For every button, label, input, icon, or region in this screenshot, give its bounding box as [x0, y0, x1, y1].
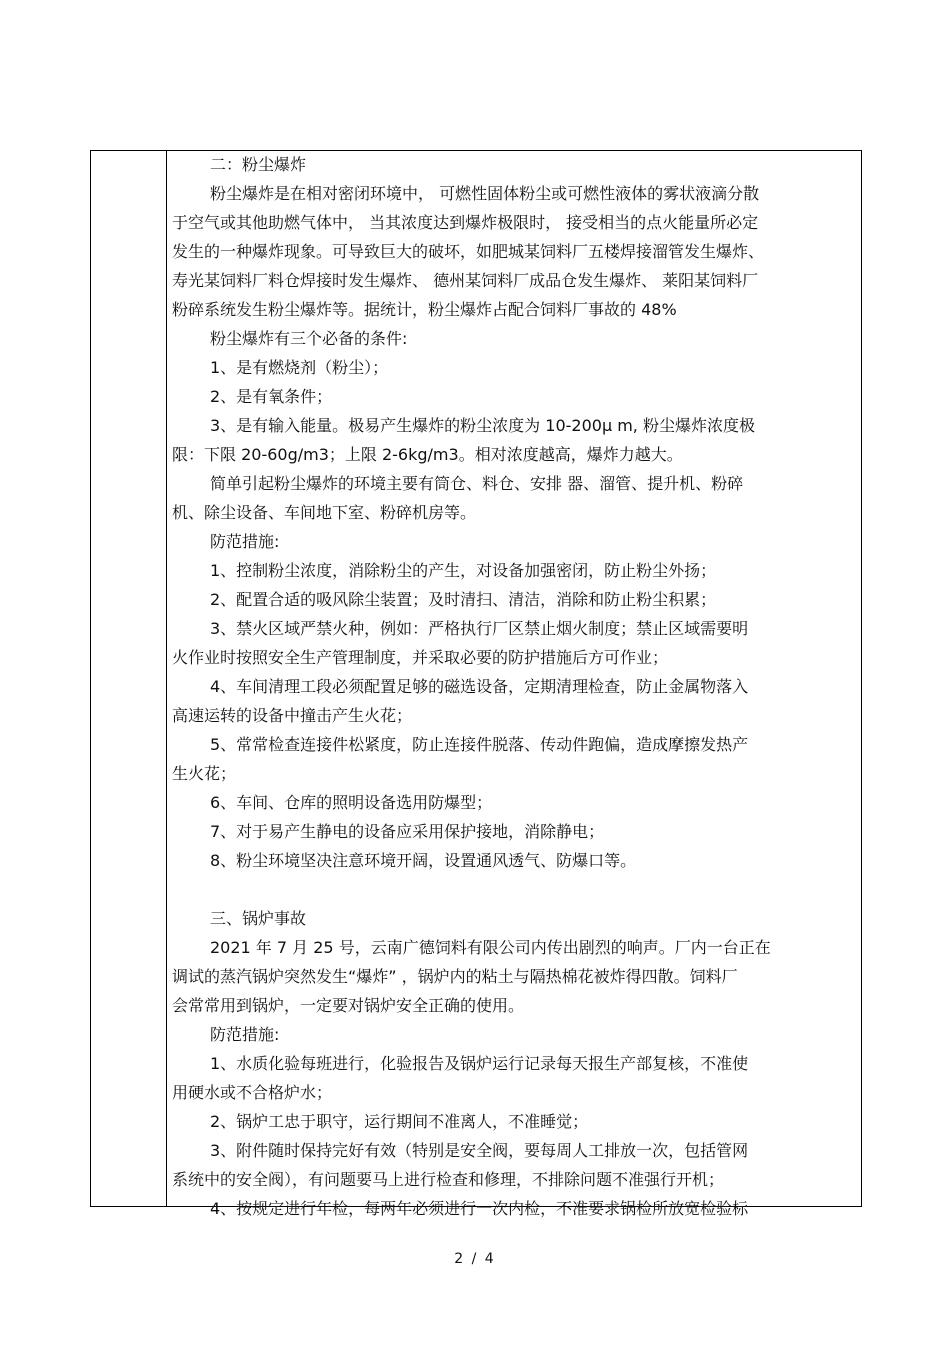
- paragraph-line: 寿光某饲料厂料仓焊接时发生爆炸、 德州某饲料厂成品仓发生爆炸、 莱阳某饲料厂: [172, 271, 759, 290]
- column-divider: [166, 151, 167, 1206]
- measure-item-cont: 系统中的安全阀），有问题要马上进行检查和修理，不排除问题不准强行开机；: [172, 1170, 725, 1189]
- section-title-dust-explosion: 二：粉尘爆炸: [210, 155, 307, 174]
- section-title-boiler: 三、锅炉事故: [210, 909, 307, 928]
- measure-item: 3、附件随时保持完好有效（特别是安全阀，要每周人工排放一次，包括管网: [210, 1141, 749, 1160]
- paragraph-line: 粉尘爆炸是在相对密闭环境中， 可燃性固体粉尘或可燃性液体的雾状液滴分散: [210, 184, 760, 203]
- page-number: 2 / 4: [454, 1251, 496, 1267]
- measure-item: 4、车间清理工段必须配置足够的磁选设备，定期清理检查，防止金属物落入: [210, 677, 749, 696]
- blank-line: [172, 875, 850, 904]
- paragraph-line: 简单引起粉尘爆炸的环境主要有筒仓、料仓、安排 器、溜管、提升机、粉碎: [210, 474, 744, 493]
- paragraph-line: 会常常用到锅炉，一定要对锅炉安全正确的使用。: [172, 996, 525, 1015]
- measure-item: 3、禁火区域严禁火种，例如：严格执行厂区禁止烟火制度；禁止区域需要明: [210, 619, 749, 638]
- condition-item-cont: 限：下限 20-60g/m3；上限 2-6kg/m3。相对浓度越高，爆炸力越大。: [172, 445, 683, 464]
- measure-item: 8、粉尘环境坚决注意环境开阔，设置通风透气、防爆口等。: [210, 851, 637, 870]
- measure-item: 5、常常检查连接件松紧度，防止连接件脱落、传动件跑偏，造成摩擦发热产: [210, 735, 749, 754]
- measures-heading: 防范措施:: [210, 532, 280, 551]
- document-body: [172, 150, 850, 1223]
- measure-item: 1、水质化验每班进行，化验报告及锅炉运行记录每天报生产部复核，不准使: [210, 1054, 749, 1073]
- paragraph-line: 2021 年 7 月 25 号，云南广德饲料有限公司内传出剧烈的响声。厂内一台正在: [210, 938, 771, 957]
- conditions-heading: 粉尘爆炸有三个必备的条件:: [210, 329, 408, 348]
- measure-item: 1、控制粉尘浓度，消除粉尘的产生，对设备加强密闭，防止粉尘外扬；: [210, 561, 717, 580]
- measure-item: 2、配置合适的吸风除尘装置；及时清扫、清洁，消除和防止粉尘积累；: [210, 590, 717, 609]
- measure-item-cont: 高速运转的设备中撞击产生火花；: [172, 706, 413, 725]
- paragraph-line: 于空气或其他助燃气体中， 当其浓度达到爆炸极限时， 接受相当的点火能量所必定: [172, 213, 759, 232]
- paragraph-line: 调试的蒸汽锅炉突然发生“爆炸” ，锅炉内的粘土与隔热棉花被炸得四散。饲料厂: [172, 967, 738, 986]
- measure-item: 7、对于易产生静电的设备应采用保护接地，消除静电；: [210, 822, 605, 841]
- measures-heading: 防范措施:: [210, 1025, 280, 1044]
- measure-item: 2、锅炉工忠于职守，运行期间不准离人，不准睡觉；: [210, 1112, 589, 1131]
- measure-item-cont: 用硬水或不合格炉水；: [172, 1083, 333, 1102]
- condition-item: 1、是有燃烧剂（粉尘）；: [210, 358, 389, 377]
- measure-item-cont: 生火花；: [172, 764, 237, 783]
- condition-item: 3、是有输入能量。极易产生爆炸的粉尘浓度为 10-200μ m, 粉尘爆炸浓度极: [210, 416, 755, 435]
- measure-item: 4、按规定进行年检，每两年必须进行一次内检，不准要求锅检所放宽检验标: [210, 1199, 749, 1218]
- paragraph-line: 粉碎系统发生粉尘爆炸等。据统计，粉尘爆炸占配合饲料厂事故的 48%: [172, 300, 677, 319]
- measure-item: 6、车间、仓库的照明设备选用防爆型；: [210, 793, 493, 812]
- paragraph-line: 发生的一种爆炸现象。可导致巨大的破坏，如肥城某饲料厂五楼焊接溜管发生爆炸、: [172, 242, 765, 261]
- measure-item-cont: 火作业时按照安全生产管理制度，并采取必要的防护措施后方可作业；: [172, 648, 669, 667]
- condition-item: 2、是有氧条件；: [210, 387, 333, 406]
- paragraph-line: 机、除尘设备、车间地下室、粉碎机房等。: [172, 503, 477, 522]
